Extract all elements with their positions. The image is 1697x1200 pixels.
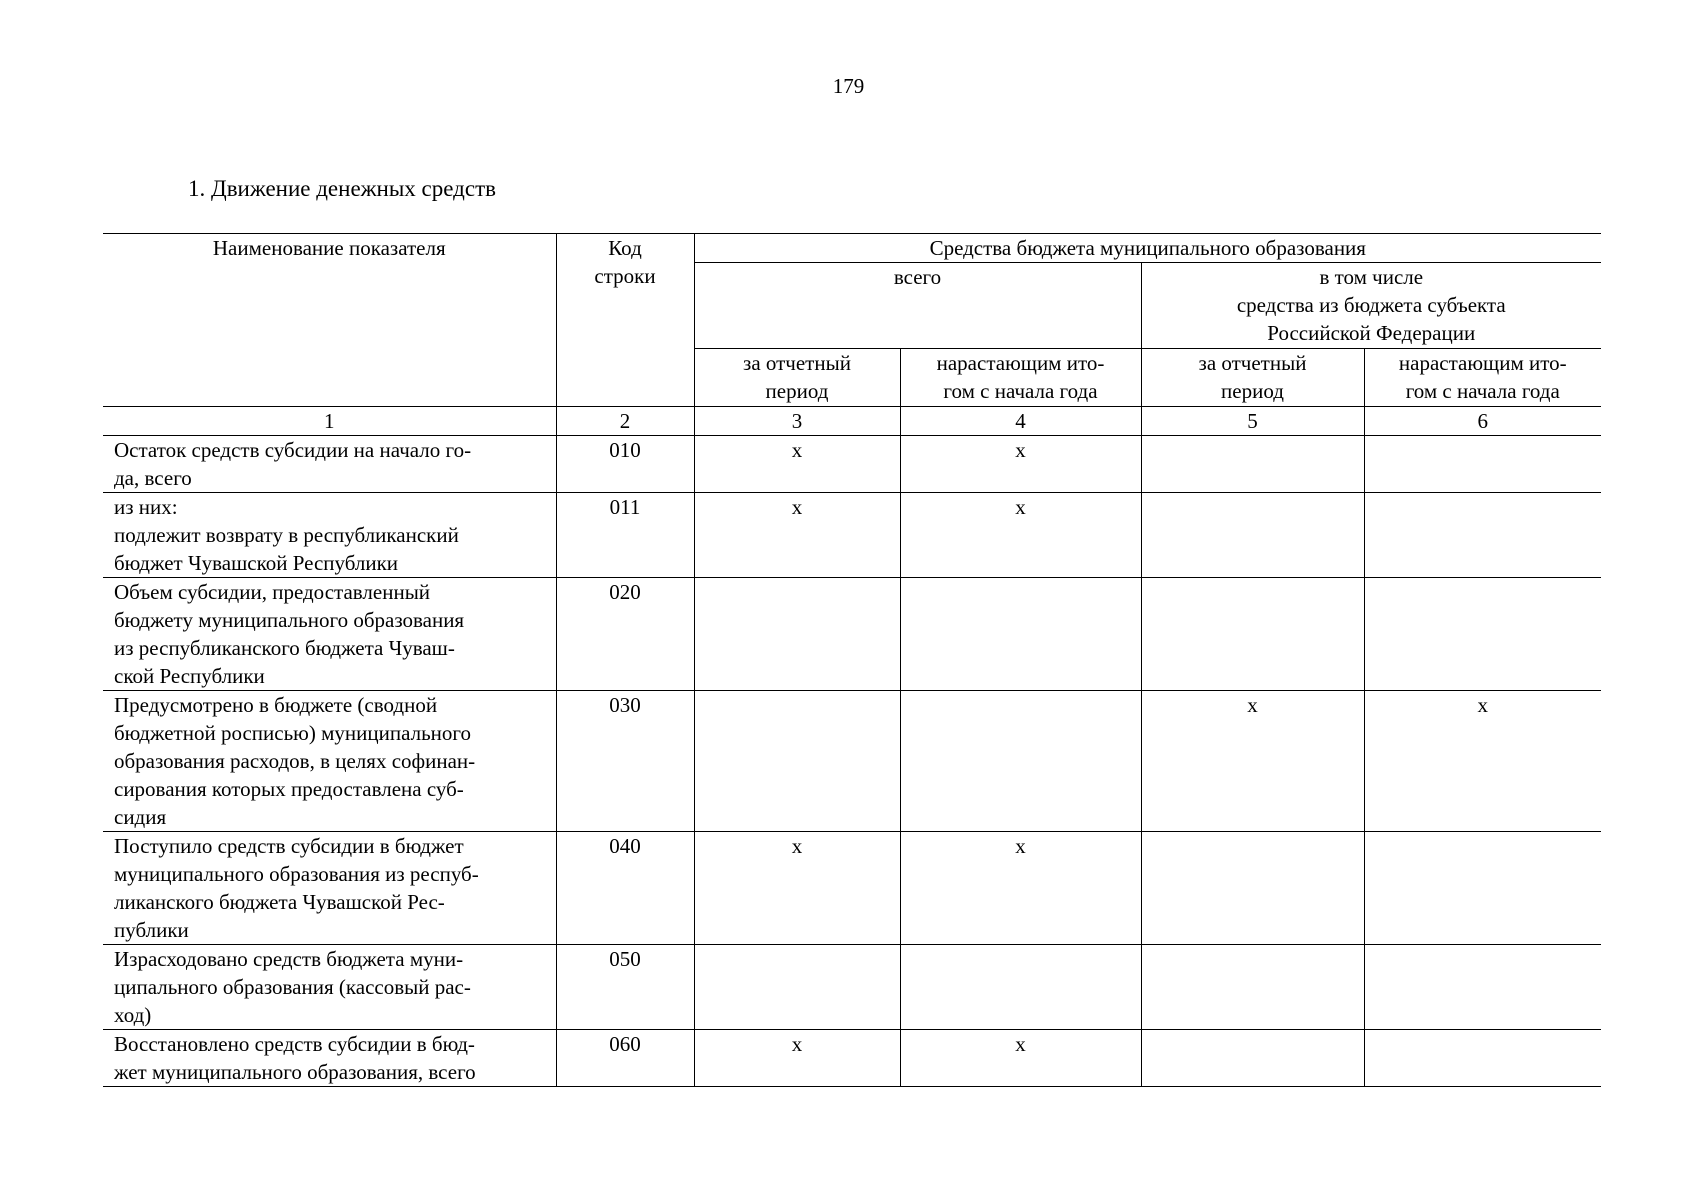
section-title: 1. Движение денежных средств bbox=[188, 176, 496, 201]
table-row bbox=[103, 945, 1601, 1030]
value-cell: x bbox=[900, 1030, 1141, 1087]
header-col5-line1: за отчетный bbox=[1198, 351, 1307, 375]
value-cell bbox=[900, 945, 1141, 1030]
name-line: ликанского бюджета Чувашской Рес- bbox=[114, 890, 445, 914]
header-total: всего bbox=[694, 263, 1141, 349]
header-row-code bbox=[556, 234, 694, 407]
table-row bbox=[103, 493, 1601, 578]
value-cell bbox=[1364, 493, 1601, 578]
header-col6-cumulative bbox=[1364, 349, 1601, 407]
value-cell: x bbox=[900, 493, 1141, 578]
column-number-row bbox=[103, 407, 1601, 436]
header-col3-line2: период bbox=[765, 379, 829, 403]
value-cell: x bbox=[694, 436, 900, 493]
value-cell: x bbox=[900, 436, 1141, 493]
header-col3-reporting-period bbox=[694, 349, 900, 407]
value-cell bbox=[1141, 578, 1364, 691]
value-cell bbox=[900, 578, 1141, 691]
header-col6-line2: гом с начала года bbox=[1405, 379, 1560, 403]
header-including-line1: в том числе bbox=[1319, 265, 1424, 289]
header-municipal-budget-funds: Средства бюджета муниципального образования bbox=[694, 234, 1601, 263]
header-col4-line2: гом с начала года bbox=[943, 379, 1098, 403]
value-cell: x bbox=[694, 1030, 900, 1087]
header-indicator-name: Наименование показателя bbox=[103, 234, 556, 407]
name-line: из них: bbox=[114, 495, 178, 519]
value-cell bbox=[694, 945, 900, 1030]
header-col4-line1: нарастающим ито- bbox=[936, 351, 1105, 375]
name-line: Предусмотрено в бюджете (сводной bbox=[114, 693, 438, 717]
value-cell bbox=[1364, 945, 1601, 1030]
value-cell bbox=[1141, 832, 1364, 945]
row-indicator-name bbox=[103, 578, 556, 691]
value-cell: x bbox=[900, 832, 1141, 945]
row-code: 050 bbox=[556, 945, 694, 1030]
value-cell bbox=[1141, 436, 1364, 493]
name-line: бюджету муниципального образования bbox=[114, 608, 465, 632]
cash-flow-table bbox=[103, 233, 1601, 1087]
row-indicator-name bbox=[103, 945, 556, 1030]
row-code: 040 bbox=[556, 832, 694, 945]
value-cell bbox=[1141, 493, 1364, 578]
table-row bbox=[103, 832, 1601, 945]
value-cell bbox=[1364, 578, 1601, 691]
row-code: 010 bbox=[556, 436, 694, 493]
value-cell: x bbox=[694, 493, 900, 578]
name-line: Объем субсидии, предоставленный bbox=[114, 580, 431, 604]
value-cell: x bbox=[694, 832, 900, 945]
column-number: 4 bbox=[900, 407, 1141, 436]
header-col5-reporting-period bbox=[1141, 349, 1364, 407]
value-cell: x bbox=[1364, 691, 1601, 832]
value-cell bbox=[900, 691, 1141, 832]
name-line: Поступило средств субсидии в бюджет bbox=[114, 834, 464, 858]
name-line: Восстановлено средств субсидии в бюд- bbox=[114, 1032, 475, 1056]
header-col5-line2: период bbox=[1221, 379, 1284, 403]
header-col4-cumulative bbox=[900, 349, 1141, 407]
name-line: муниципального образования из респуб- bbox=[114, 862, 479, 886]
table-row bbox=[103, 1030, 1601, 1087]
row-indicator-name bbox=[103, 1030, 556, 1087]
page-number: 179 bbox=[832, 74, 865, 98]
row-code: 030 bbox=[556, 691, 694, 832]
table-row bbox=[103, 436, 1601, 493]
value-cell bbox=[694, 578, 900, 691]
row-code: 020 bbox=[556, 578, 694, 691]
header-code-line2: строки bbox=[594, 264, 656, 288]
name-line: сирования которых предоставлена суб- bbox=[114, 777, 464, 801]
name-line: образования расходов, в целях софинан- bbox=[114, 749, 476, 773]
column-number: 5 bbox=[1141, 407, 1364, 436]
value-cell bbox=[694, 691, 900, 832]
name-line: бюджетной росписью) муниципального bbox=[114, 721, 471, 745]
row-indicator-name bbox=[103, 691, 556, 832]
row-code: 011 bbox=[556, 493, 694, 578]
table-header bbox=[103, 234, 1601, 436]
name-line: да, всего bbox=[114, 466, 192, 490]
name-line: ход) bbox=[114, 1003, 152, 1027]
header-col3-line1: за отчетный bbox=[743, 351, 851, 375]
table-row bbox=[103, 578, 1601, 691]
row-code: 060 bbox=[556, 1030, 694, 1087]
value-cell bbox=[1364, 436, 1601, 493]
value-cell bbox=[1364, 1030, 1601, 1087]
value-cell: x bbox=[1141, 691, 1364, 832]
name-line: ской Республики bbox=[114, 664, 265, 688]
header-col6-line1: нарастающим ито- bbox=[1398, 351, 1567, 375]
column-number: 1 bbox=[103, 407, 556, 436]
name-line: сидия bbox=[114, 805, 167, 829]
header-code-line1: Код bbox=[608, 236, 642, 260]
column-number: 6 bbox=[1364, 407, 1601, 436]
header-including-line3: Российской Федерации bbox=[1267, 321, 1476, 345]
name-line: Остаток средств субсидии на начало го- bbox=[114, 438, 472, 462]
name-line: из республиканского бюджета Чуваш- bbox=[114, 636, 455, 660]
name-line: ципального образования (кассовый рас- bbox=[114, 975, 471, 999]
name-line: жет муниципального образования, всего bbox=[114, 1060, 476, 1084]
value-cell bbox=[1364, 832, 1601, 945]
column-number: 2 bbox=[556, 407, 694, 436]
column-number: 3 bbox=[694, 407, 900, 436]
header-including-line2: средства из бюджета субъекта bbox=[1236, 293, 1506, 317]
name-line: бюджет Чувашской Республики bbox=[114, 551, 399, 575]
value-cell bbox=[1141, 1030, 1364, 1087]
row-indicator-name bbox=[103, 493, 556, 578]
row-indicator-name bbox=[103, 832, 556, 945]
table-row bbox=[103, 691, 1601, 832]
header-including-subject-funds bbox=[1141, 263, 1601, 349]
name-line: публики bbox=[114, 918, 189, 942]
value-cell bbox=[1141, 945, 1364, 1030]
name-line: Израсходовано средств бюджета муни- bbox=[114, 947, 464, 971]
name-line: подлежит возврату в республиканский bbox=[114, 523, 459, 547]
row-indicator-name bbox=[103, 436, 556, 493]
